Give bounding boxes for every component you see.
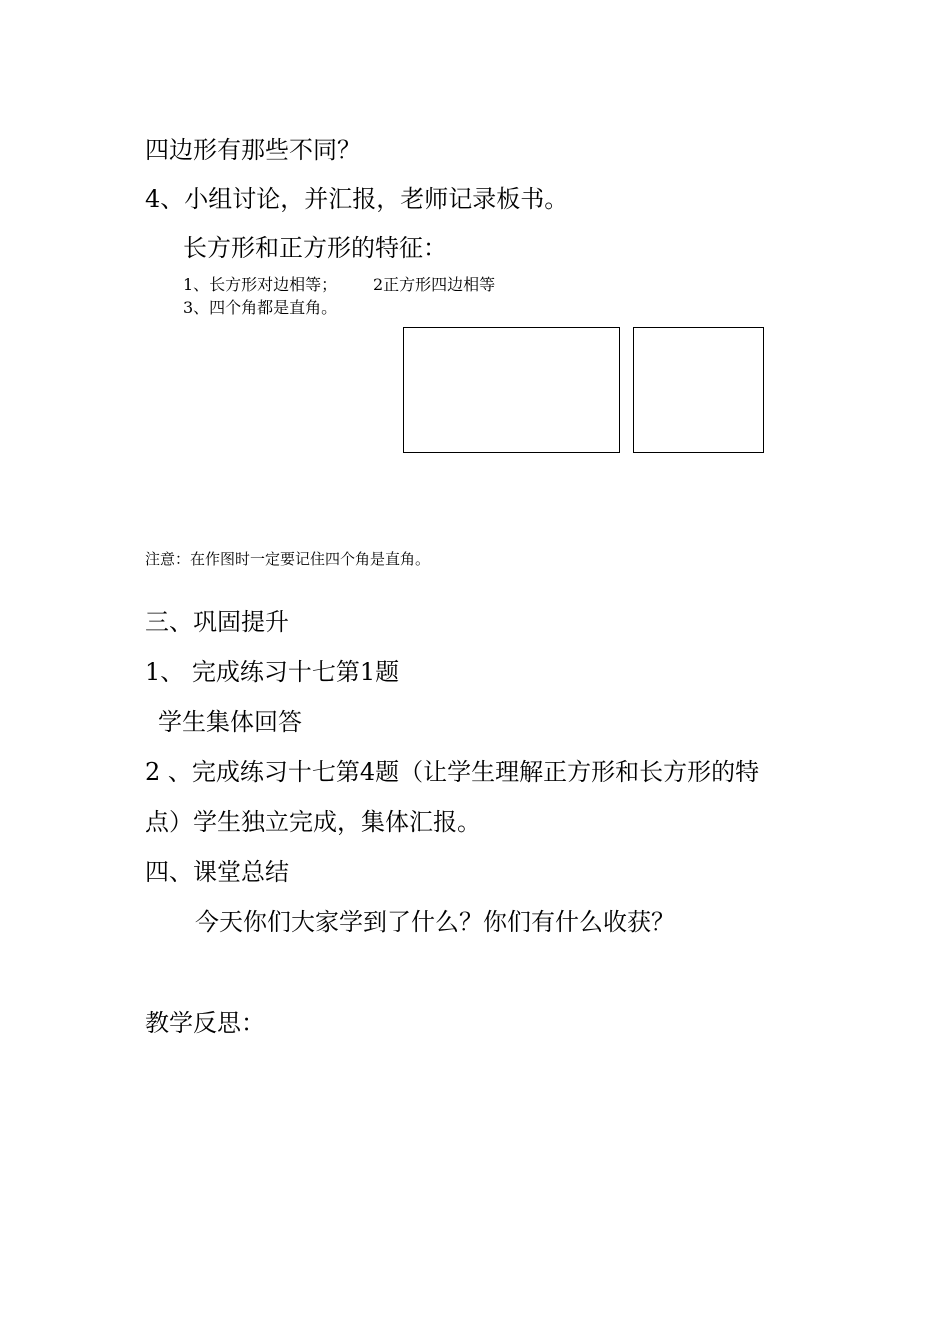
features-heading: 长方形和正方形的特征： (183, 234, 447, 262)
feature-right-angles: 3、四个角都是直角。 (183, 298, 338, 317)
question-line: 四边形有那些不同？ (145, 136, 361, 164)
section-heading-summary: 四、课堂总结 (145, 858, 289, 886)
summary-question: 今天你们大家学到了什么？你们有什么收获？ (195, 908, 675, 936)
reflection-heading: 教学反思： (145, 1009, 265, 1037)
rectangle-shape (403, 327, 620, 453)
exercise-item-2-line-1: 2 、完成练习十七第4题（让学生理解正方形和长方形的特 (145, 758, 760, 786)
note-line: 注意：在作图时一定要记住四个角是直角。 (145, 550, 431, 568)
discussion-line: 4、小组讨论，并汇报，老师记录板书。 (145, 185, 569, 213)
section-heading-consolidate: 三、巩固提升 (145, 608, 289, 636)
exercise-item-1: 1、 完成练习十七第1题 (145, 658, 400, 686)
feature-square: 2正方形四边相等 (373, 275, 496, 294)
exercise-item-1-note: 学生集体回答 (158, 708, 302, 736)
exercise-item-2-line-2: 点）学生独立完成，集体汇报。 (145, 808, 481, 836)
feature-rectangle: 1、长方形对边相等； (183, 275, 338, 294)
square-shape (633, 327, 764, 453)
